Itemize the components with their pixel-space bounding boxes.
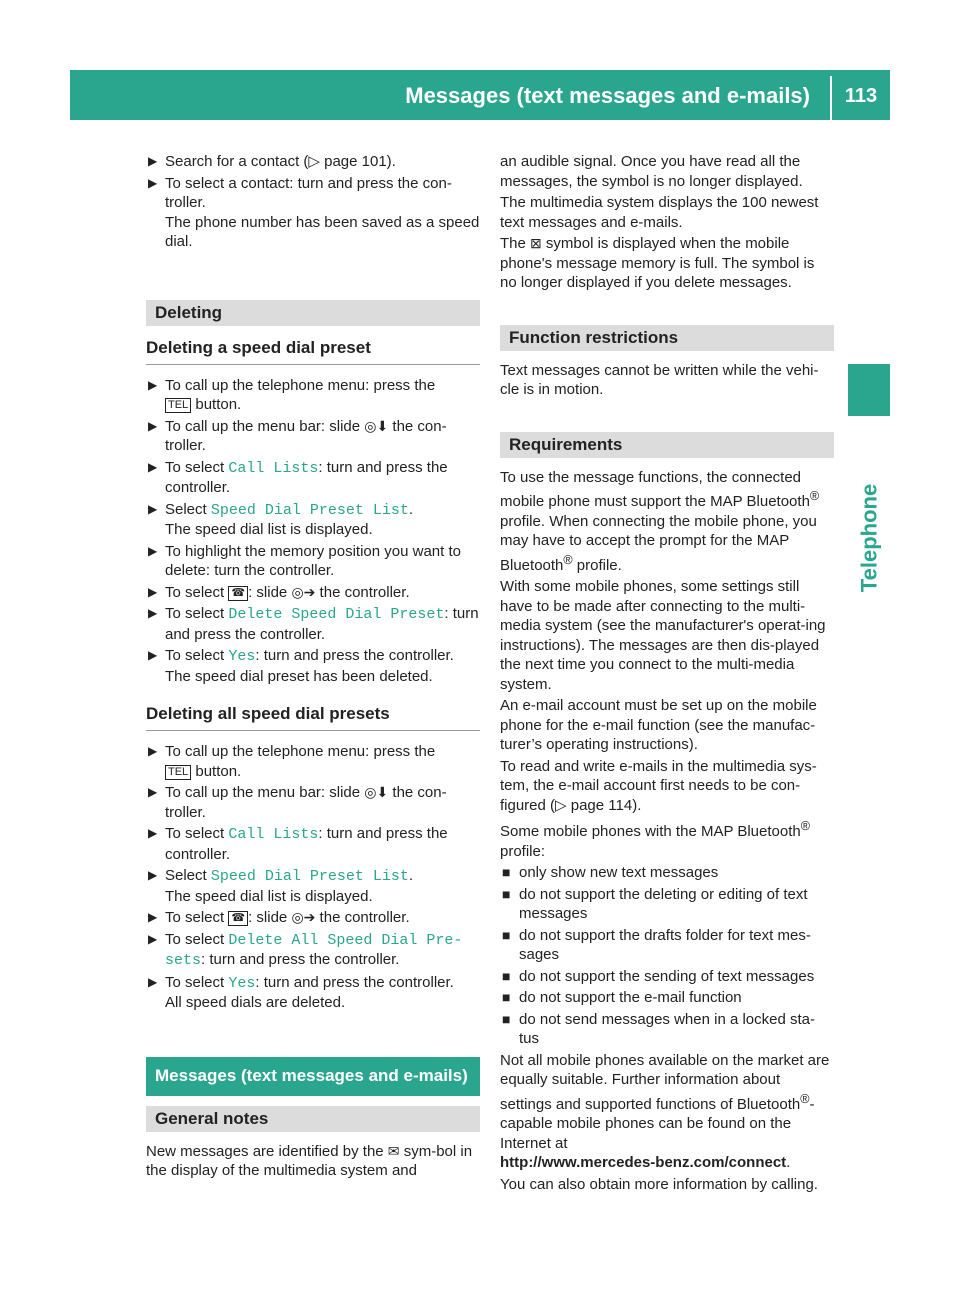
slide-right-icon: ➔ [303,909,316,925]
bullet-icon: ■ [502,885,511,902]
section-heading-restrictions: Function restrictions [500,325,834,351]
step: ▶ Select Speed Dial Preset List. The speed dial list is displayed. [148,500,414,538]
step: ▶ To select Call Lists: turn and press the controller. [148,825,448,863]
paragraph: Not all mobile phones available on the market are equally suitable. Further information about settings and supported functions of Bluetooth®-capable mobile phones can be found on the Internet at http://www.mercedes-benz.com/connect. [500,1051,830,1171]
step: ▶ To select ☎ : slide ◎➔ the controller. [148,909,410,926]
step-arrow-icon: ▶ [148,543,158,558]
step: ▶ To call up the telephone menu: press the TEL button. [148,743,436,780]
menu-item-speed-dial-list: Speed Dial Preset List [210,501,409,519]
paragraph: an audible signal. Once you have read all the messages, the symbol is no longer displayed. [500,153,803,190]
registered-mark: ® [800,1091,810,1106]
subheading-delete-preset: Deleting a speed dial preset [146,336,480,365]
page-ref-icon: ▷ [555,796,567,814]
controller-icon: ◎ [364,417,377,434]
step: ▶ To select Delete Speed Dial Preset: turn and press the controller. [148,605,479,643]
menu-item-call-lists: Call Lists [228,826,319,843]
step: ▶ To highlight the memory position you want to delete: turn the controller. [148,542,461,579]
step-arrow-icon: ▶ [148,584,158,599]
registered-mark: ® [800,819,810,833]
bullet-icon: ■ [502,989,511,1005]
bullet-icon: ■ [502,926,511,943]
step-arrow-icon: ▶ [148,826,158,840]
step-arrow-icon: ▶ [148,785,158,799]
step-arrow-icon: ▶ [148,154,158,168]
section-heading-deleting: Deleting [146,300,480,326]
step: ▶ To select a contact: turn and press the con-troller. The phone number has been saved as a speed dial. [148,174,480,250]
registered-mark: ® [563,552,573,567]
step-arrow-icon: ▶ [148,606,158,620]
step: ▶ To select ☎ : slide ◎➔ the controller. [148,583,410,601]
step-arrow-icon: ▶ [148,910,158,924]
general-notes-text: New messages are identified by the ✉ sym-bol in the display of the multimedia system and [146,1142,473,1179]
step-arrow-icon: ▶ [148,744,158,758]
step: ▶ To select Yes: turn and press the controller. The speed dial preset has been deleted. [148,647,454,685]
paragraph: The multimedia system displays the 100 newest text messages and e-mails. [500,194,819,231]
bullet-icon: ■ [502,864,511,880]
menu-item-delete-preset: Delete Speed Dial Preset [228,606,445,623]
menu-item-delete-all: Delete All Speed Dial Pre‐ [228,931,463,949]
controller-icon: ◎ [291,909,304,925]
envelope-icon: ✉ [387,1142,400,1159]
step: ▶ To select Call Lists: turn and press the controller. [148,458,448,496]
paragraph: An e-mail account must be set up on the mobile phone for the e-mail function (see the manufac-turer’s operating instructions). [500,697,817,753]
section-heading-messages: Messages (text messages and e-mails) [146,1057,480,1096]
section-heading-general-notes: General notes [146,1106,480,1132]
controller-icon: ◎ [364,784,377,800]
tel-key-icon: TEL [165,765,191,780]
paragraph: To use the message functions, the connected mobile phone must support the MAP Bluetooth® profile. When connecting the mobile phone, you may have to accept the prompt for the MAP Bluetooth® profile. [500,468,820,574]
bullet-icon: ■ [502,967,511,984]
step: ▶ To call up the menu bar: slide ◎⬇ the con-troller. [148,784,447,821]
section-heading-requirements: Requirements [500,432,834,458]
phonebook-icon: ☎ [228,911,248,926]
step: ▶ To call up the telephone menu: press the TEL button. [148,376,436,413]
slide-right-icon: ➔ [303,583,316,600]
side-tab-label: Telephone [856,483,882,593]
controller-icon: ◎ [291,583,304,600]
page-ref-icon: ▷ [308,153,320,170]
step-arrow-icon: ▶ [148,974,158,989]
paragraph: With some mobile phones, some settings still have to be made after connecting to the multi-media system (see the manufacturer's operat-ing instructions). The messages are then dis-played the next time you connect to the multi-media system. [500,578,826,693]
list-item: ■ only show new text messages [502,864,719,881]
paragraph: The ⊠ symbol is displayed when the mobile phone's message memory is full. The symbol is no longer displayed if you delete messages. [500,235,815,291]
step: ▶ To select Delete All Speed Dial Pre‐ sets: turn and press the controller. [148,930,463,969]
menu-item-yes: Yes [228,648,256,665]
menu-item-delete-all-cont: sets [165,952,202,969]
step-arrow-icon: ▶ [148,931,158,946]
slide-down-icon: ⬇ [376,784,389,800]
step-arrow-icon: ▶ [148,501,158,516]
step-arrow-icon: ▶ [148,648,158,662]
list-item: ■ do not support the e-mail function [502,989,742,1006]
list-item: ■ do not support the drafts folder for text mes-sages [502,926,811,963]
paragraph: Text messages cannot be written while the vehi-cle is in motion. [500,361,819,398]
menu-item-yes: Yes [228,974,256,992]
paragraph: You can also obtain more information by calling. [500,1175,818,1193]
left-column [146,152,480,1183]
step: ▶ To select Yes: turn and press the controller. All speed dials are deleted. [148,973,454,1011]
list-item: ■ do not support the sending of text messages [502,967,815,985]
step-arrow-icon: ▶ [148,459,158,474]
menu-item-call-lists: Call Lists [228,459,319,477]
menu-item-speed-dial-list: Speed Dial Preset List [210,868,409,885]
tel-key-icon: TEL [165,398,191,413]
page-title: Messages (text messages and e-mails) [405,83,810,108]
step-arrow-icon: ▶ [148,377,158,392]
slide-down-icon: ⬇ [376,417,389,434]
bullet-icon: ■ [502,1010,511,1027]
subheading-delete-all: Deleting all speed dial presets [146,702,480,731]
memory-full-icon: ⊠ [530,235,542,251]
step: ▶ Search for a contact (▷ page 101). [148,153,396,170]
step-arrow-icon: ▶ [148,418,158,433]
list-item: ■ do not support the deleting or editing of text messages [502,885,808,922]
registered-mark: ® [809,489,820,503]
phonebook-icon: ☎ [228,586,248,601]
page-number: 113 [844,85,878,107]
paragraph: Some mobile phones with the MAP Bluetooth® profile: [500,819,810,860]
step: ▶ Select Speed Dial Preset List. The speed dial list is displayed. [148,867,414,905]
paragraph: To read and write e-mails in the multimedia sys-tem, the e-mail account first needs to be con-figured (▷ page 114). [500,757,817,814]
connect-url-link[interactable]: http://www.mercedes-benz.com/connect [500,1154,787,1171]
list-item: ■ do not send messages when in a locked sta-tus [502,1010,816,1047]
side-tab-marker [848,364,890,416]
step-arrow-icon: ▶ [148,868,158,882]
right-column [500,152,834,1196]
step-arrow-icon: ▶ [148,175,158,190]
step: ▶ To call up the menu bar: slide ◎⬇ the con-troller. [148,417,447,454]
